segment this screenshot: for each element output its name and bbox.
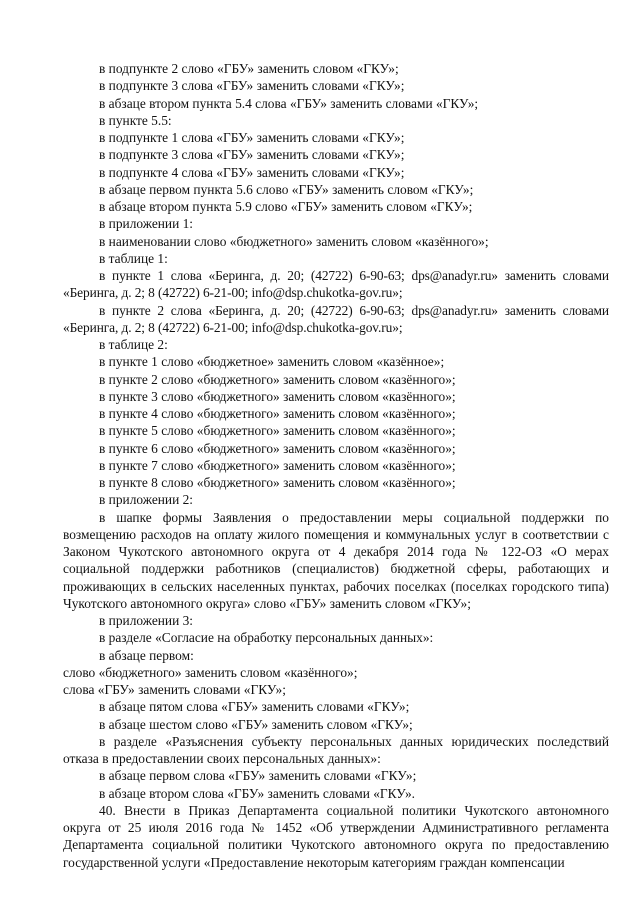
paragraph: в наименовании слово «бюджетного» заменить словом «казённого»; (99, 233, 489, 249)
paragraph: в абзаце пятом слова «ГБУ» заменить словами «ГКУ»; (99, 699, 410, 715)
paragraph: в абзаце втором пункта 5.4 слова «ГБУ» заменить словами «ГКУ»; (99, 95, 479, 111)
paragraph: в абзаце шестом слово «ГБУ» заменить словом «ГКУ»; (99, 716, 413, 732)
paragraph: в пункте 6 слово «бюджетного» заменить словом «казённого»; (99, 440, 456, 456)
paragraph: в абзаце первом слова «ГБУ» заменить словами «ГКУ»; (99, 768, 417, 784)
paragraph: в пункте 8 слово «бюджетного» заменить словом «казённого»; (99, 475, 456, 490)
paragraph: в пункте 4 слово «бюджетного» заменить словом «казённого»; (99, 406, 456, 421)
paragraph: в таблице 1: (99, 250, 168, 266)
paragraph: в пункте 5.5: (99, 112, 172, 128)
paragraph: в абзаце первом пункта 5.6 слово «ГБУ» заменить словом «ГКУ»; (99, 181, 474, 197)
paragraph: в подпункте 3 слова «ГБУ» заменить словами «ГКУ»; (99, 78, 405, 94)
paragraph: в пункте 5 слово «бюджетного» заменить словом «казённого»; (99, 423, 456, 439)
paragraph: в пункте 7 слово «бюджетного» заменить словом «казённого»; (99, 457, 456, 473)
paragraph: в приложении 2: (99, 492, 194, 508)
paragraph: в пункте 2 слова «Беринга, д. 20; (42722) 6-90-63; dps@anadyr.ru» заменить словами «Беринга, д. 2; 8 (42722) 6-21-00; info@dsp.chukotka-gov.ru»; (63, 302, 609, 335)
paragraph: в абзаце втором пункта 5.9 слово «ГБУ» заменить словом «ГКУ»; (99, 199, 473, 214)
paragraph: в приложении 1: (99, 216, 194, 232)
paragraph: в пункте 1 слово «бюджетное» заменить словом «казённое»; (99, 354, 445, 370)
paragraph: в пункте 3 слово «бюджетного» заменить словом «казённого»; (99, 388, 456, 404)
paragraph: в абзаце первом: (99, 647, 194, 663)
paragraph: слово «бюджетного» заменить словом «казённого»; (63, 664, 358, 680)
document-body (63, 60, 609, 871)
paragraph: в таблице 2: (99, 337, 168, 352)
paragraph: в приложении 3: (99, 613, 194, 628)
paragraph: в подпункте 4 слова «ГБУ» заменить словами «ГКУ»; (99, 164, 405, 180)
paragraph: в пункте 2 слово «бюджетного» заменить словом «казённого»; (99, 371, 456, 387)
paragraph: в подпункте 2 слово «ГБУ» заменить словом «ГКУ»; (99, 61, 399, 76)
paragraph: в шапке формы Заявления о предоставлении меры социальной поддержки по возмещению расходов на оплату жилого помещения и коммунальных услуг в соответствии с Законом Чукотского автономного округа от 4 декабря 2014 года № 122-ОЗ «О мерах социальной поддержки работников (специалистов) бюджетной сферы, работающих и проживающих в сельских населенных пунктах, рабочих поселках (поселках городского типа) Чукотского автономного округа» слово «ГБУ» заменить словом «ГКУ»; (63, 509, 609, 611)
paragraph: в разделе «Согласие на обработку персональных данных»: (99, 630, 434, 646)
paragraph: в подпункте 3 слова «ГБУ» заменить словами «ГКУ»; (99, 147, 405, 163)
paragraph: в разделе «Разъяснения субъекту персональных данных юридических последствий отказа в предоставлении своих персональных данных»: (63, 733, 609, 766)
paragraph: слова «ГБУ» заменить словами «ГКУ»; (63, 682, 286, 697)
paragraph: в подпункте 1 слова «ГБУ» заменить словами «ГКУ»; (99, 130, 405, 145)
paragraph: в абзаце втором слова «ГБУ» заменить словами «ГКУ». (99, 785, 415, 801)
paragraph: 40. Внести в Приказ Департамента социальной политики Чукотского автономного округа от 25 июля 2016 года № 1452 «Об утверждении Административного регламента Департамента социальной политики Чукотского автономного округа по предоставлению государственной услуги «Предоставление некоторым категориям граждан компенсации (63, 802, 609, 870)
paragraph: в пункте 1 слова «Беринга, д. 20; (42722) 6-90-63; dps@anadyr.ru» заменить словами «Беринга, д. 2; 8 (42722) 6-21-00; info@dsp.chukotka-gov.ru»; (63, 268, 609, 301)
